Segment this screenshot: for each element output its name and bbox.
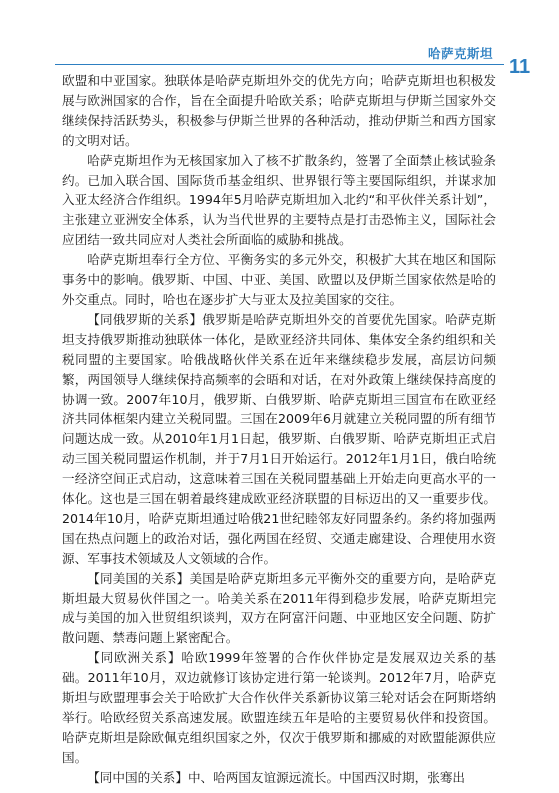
- paragraph-us-relations: [62, 569, 496, 649]
- paragraph-russia-relations: [62, 310, 496, 569]
- paragraph-text: 俄罗斯是哈萨克斯坦外交的首要优先国家。哈萨克斯坦支持俄罗斯推动独联体一体化，是欧亚经济共同体、集体安全条约组织和关税同盟的主要国家。哈俄战略伙伴关系在近年来继续稳步发展，高层访问频繁，两国领导人继续保持高频率的会晤和对话，在对外政策上继续保持高度的协调一致。2007年10月，俄罗斯、白俄罗斯、哈萨克斯坦三国宣布在欧亚经济共同体框架内建立关税同盟。三国在2009年6月就建立关税同盟的所有细节问题达成一致。从2010年1月1日起，俄罗斯、白俄罗斯、哈萨克斯坦正式启动三国关税同盟运作机制，并于7月1日开始运行。2012年1月1日，俄白哈统一经济空间正式启动，这意味着三国在关税同盟基础上开始走向更高水平的一体化。这也是三国在朝着最终建成欧亚经济联盟的目标迈出的又一重要步伐。2014年10月，哈萨克斯坦通过哈俄21世纪睦邻友好同盟条约。条约将加强两国在热点问题上的政治对话，强化两国在经贸、交通走廊建设、合理使用水资源、军事技术领域及人文领域的合作。: [62, 311, 496, 566]
- header-title: 哈萨克斯坦: [427, 46, 493, 61]
- page-number: 11: [509, 56, 531, 78]
- paragraph-2: [62, 151, 496, 251]
- paragraph-europe-relations: [62, 648, 496, 767]
- section-heading-china: 【同中国的关系】: [87, 769, 188, 785]
- paragraph-text: 哈萨克斯坦奉行全方位、平衡务实的多元外交，积极扩大其在地区和国际事务中的影响。俄罗斯、中国、中亚、美国、欧盟以及伊斯兰国家依然是哈的外交重点。同时，哈也在逐步扩大与亚太及拉美国家的交往。: [62, 252, 496, 307]
- paragraph-text: 哈欧1999年签署的合作伙伴协定是发展双边关系的基础。2011年10月，双边就修订该协定进行第一轮谈判。2012年7月，哈萨克斯坦与欧盟理事会关于哈欧扩大合作伙伴关系新协议第三轮对话会在阿斯塔纳举行。哈欧经贸关系高速发展。欧盟连续五年是哈的主要贸易伙伴和投资国。哈萨克斯坦是除欧佩克组织国家之外，仅次于俄罗斯和挪威的对欧盟能源供应国。: [62, 650, 496, 765]
- paragraph-3: [62, 250, 496, 310]
- section-heading-europe: 【同欧洲关系】: [87, 650, 182, 666]
- section-heading-russia: 【同俄罗斯的关系】: [87, 311, 203, 327]
- body-text: [62, 71, 496, 788]
- paragraph-text: 哈萨克斯坦作为无核国家加入了核不扩散条约，签署了全面禁止核试验条约。已加入联合国、国际货币基金组织、世界银行等主要国际组织，并谋求加入亚太经济合作组织。1994年5月哈萨克斯坦加入北约“和平伙伴关系计划”，主张建立亚洲安全体系，认为当代世界的主要特点是打击恐怖主义，国际社会应团结一致共同应对人类社会所面临的威胁和挑战。: [62, 152, 496, 248]
- header-divider: [55, 64, 504, 65]
- section-heading-us: 【同美国的关系】: [87, 570, 190, 586]
- paragraph-text: 美国是哈萨克斯坦多元平衡外交的重要方向，是哈萨克斯坦最大贸易伙伴国之一。哈美关系在2011年得到稳步发展，哈萨克斯坦完成与美国的加入世贸组织谈判，双方在阿富汗问题、中亚地区安全问题、防扩散问题、禁毒问题上紧密配合。: [62, 570, 496, 646]
- paragraph-1: [62, 71, 496, 151]
- paragraph-text: 中、哈两国友谊源远流长。中国西汉时期，张骞出: [187, 769, 465, 785]
- paragraph-text: 欧盟和中亚国家。独联体是哈萨克斯坦外交的优先方向；哈萨克斯坦也积极发展与欧洲国家的合作，旨在全面提升哈欧关系；哈萨克斯坦与伊斯兰国家外交继续保持活跃势头，积极参与伊斯兰世界的各种活动，推动伊斯兰和西方国家的文明对话。: [62, 73, 496, 148]
- paragraph-china-relations: [62, 768, 496, 788]
